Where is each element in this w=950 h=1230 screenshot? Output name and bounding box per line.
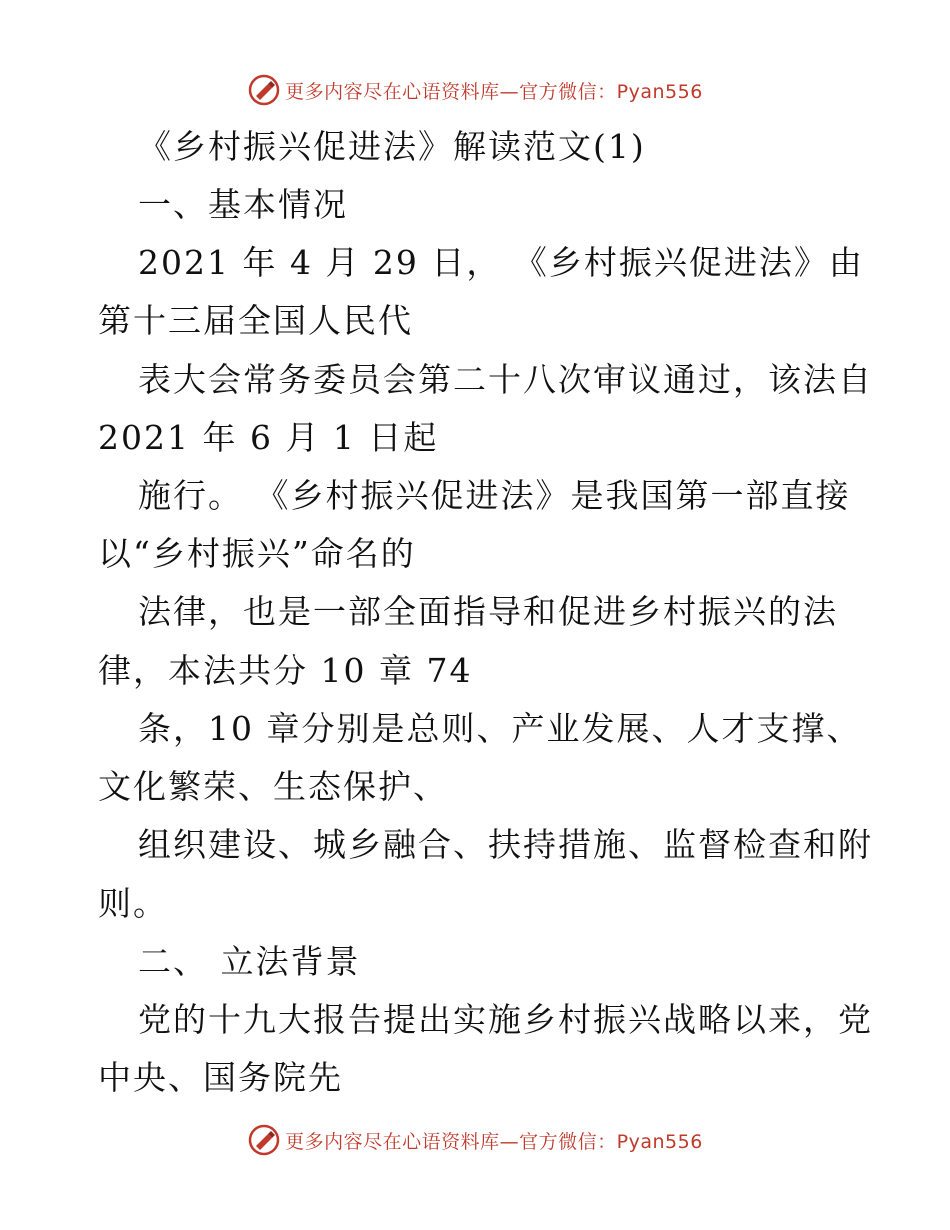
paragraph-line: 律，本法共分 10 章 74 xyxy=(98,651,473,690)
header-watermark-banner xyxy=(0,68,950,112)
paragraph-line: 中央、国务院先 xyxy=(98,1058,343,1097)
footer-watermark-banner xyxy=(0,1118,950,1162)
paragraph-line: 法律，也是一部全面指导和促进乡村振兴的法 xyxy=(138,592,838,631)
watermark-text: 更多内容尽在心语资料库—官方微信：Pyan556 xyxy=(285,1130,703,1153)
document-title: 《乡村振兴促进法》解读范文(1) xyxy=(138,127,646,166)
paragraph-line: 2021 年 4 月 29 日， 《乡村振兴促进法》由 xyxy=(138,243,864,282)
paragraph-line: 则。 xyxy=(98,884,168,923)
paragraph-line: 条，10 章分别是总则、产业发展、人才支撑、 xyxy=(138,709,862,748)
section-heading: 二、 立法背景 xyxy=(138,942,361,981)
paragraph-line: 2021 年 6 月 1 日起 xyxy=(98,418,439,457)
paragraph-line: 党的十九大报告提出实施乡村振兴战略以来，党 xyxy=(138,1000,873,1039)
section-heading: 一、基本情况 xyxy=(138,185,348,224)
paragraph-line: 组织建设、城乡融合、扶持措施、监督检查和附 xyxy=(138,825,873,864)
watermark-text: 更多内容尽在心语资料库—官方微信：Pyan556 xyxy=(285,80,703,103)
paragraph-line: 文化繁荣、生态保护、 xyxy=(98,767,448,806)
paragraph-line: 以“乡村振兴”命名的 xyxy=(98,534,416,573)
paragraph-line: 表大会常务委员会第二十八次审议通过，该法自 xyxy=(138,360,873,399)
brand-logo-icon xyxy=(247,73,281,107)
paragraph-line: 施行。 《乡村振兴促进法》是我国第一部直接 xyxy=(138,476,851,515)
brand-logo-icon xyxy=(247,1123,281,1157)
paragraph-line: 第十三届全国人民代 xyxy=(98,301,413,340)
